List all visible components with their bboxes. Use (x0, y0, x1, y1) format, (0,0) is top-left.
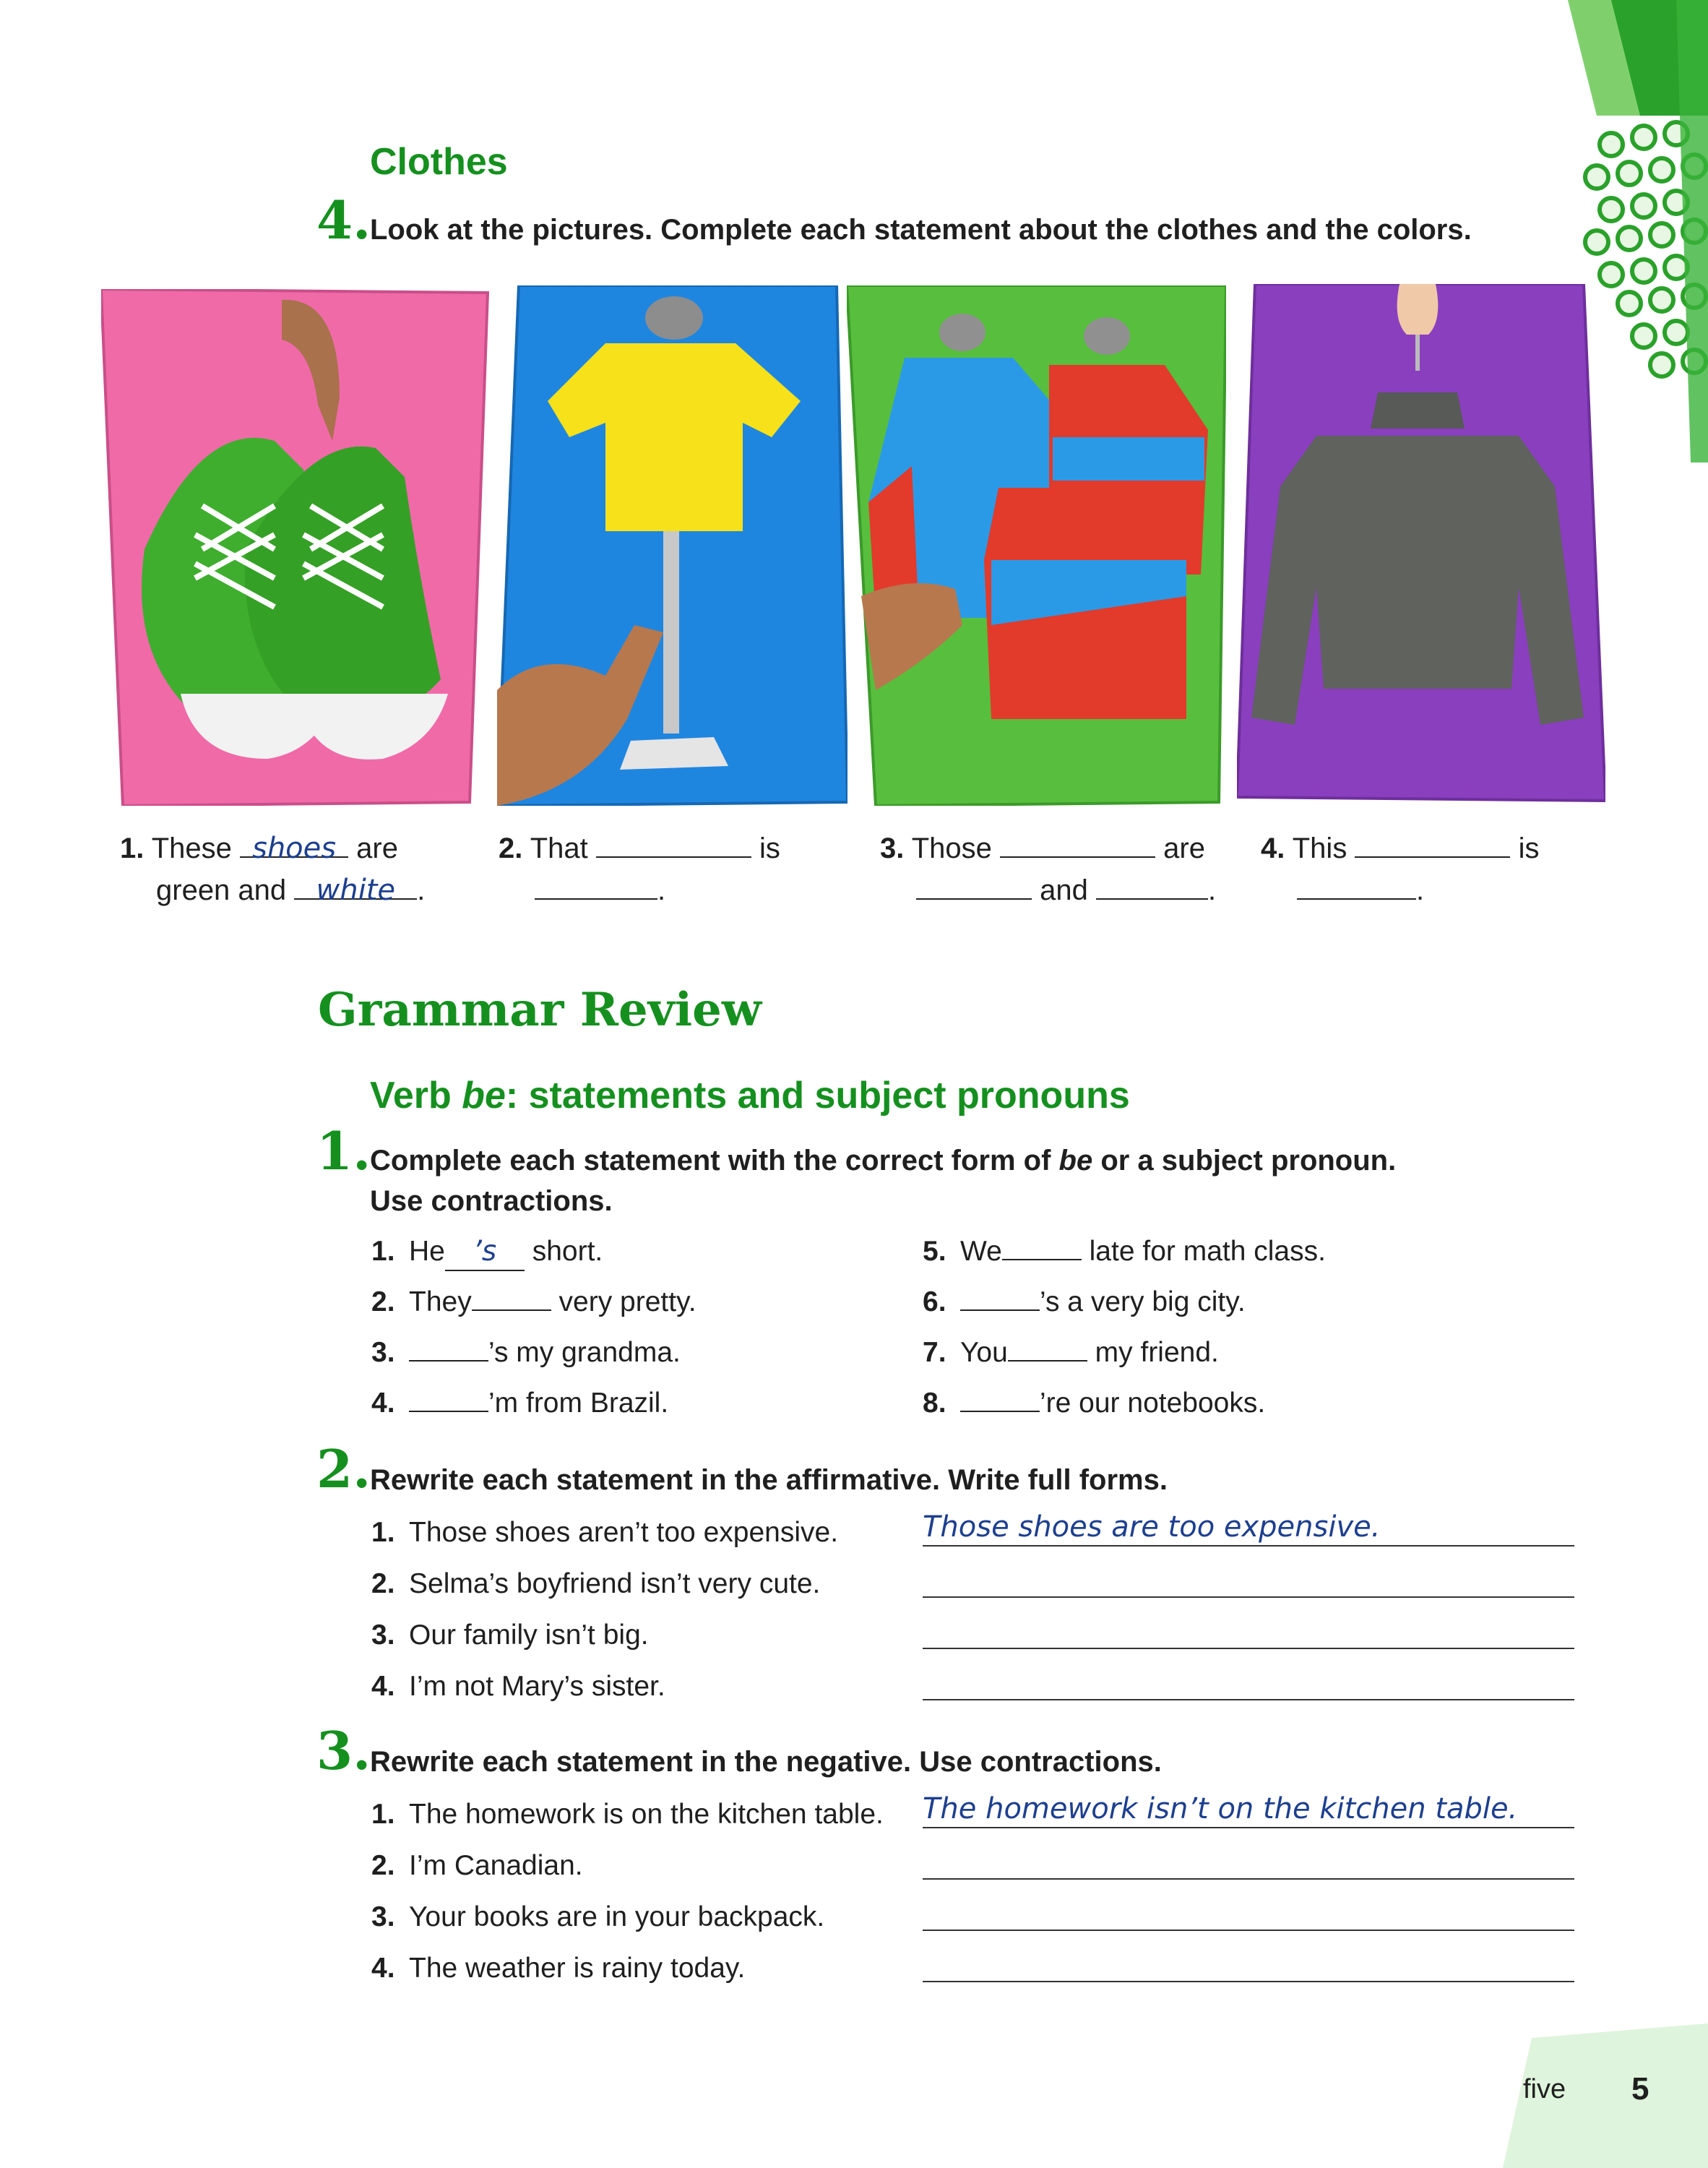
item-text: The homework is on the kitchen table. (409, 1799, 884, 1830)
answer-line[interactable]: The homework isn’t on the kitchen table. (923, 1792, 1574, 1828)
exercise-number: 2. (316, 1438, 371, 1500)
answer-blank[interactable] (596, 827, 751, 858)
list-item (371, 1515, 838, 1566)
answer-blank[interactable] (1008, 1360, 1087, 1362)
item-text: I’m not Mary’s sister. (409, 1671, 665, 1702)
item-number: 3. (371, 1337, 395, 1368)
answer-blank[interactable] (1297, 869, 1416, 900)
item-number: 2. (371, 1568, 395, 1599)
item-number: 1. (371, 1799, 395, 1830)
item-text: my friend. (1095, 1337, 1219, 1368)
answer-blank[interactable] (409, 1411, 488, 1412)
list-item (371, 1566, 838, 1617)
list-item (371, 1950, 884, 2002)
answer-line[interactable]: Those shoes are too expensive. (923, 1510, 1574, 1547)
answer-blank[interactable]: ’s (445, 1234, 525, 1271)
item-text: Your books are in your backpack. (409, 1901, 825, 1932)
list-item (371, 1385, 696, 1436)
item-number: 7. (923, 1337, 946, 1368)
caption-number: 4. (1261, 833, 1285, 864)
item-text: ’re our notebooks. (1040, 1388, 1266, 1419)
caption-number: 2. (499, 833, 523, 864)
item-number: 1. (371, 1517, 395, 1548)
caption-text: and (1040, 874, 1088, 906)
section-title-clothes: Clothes (370, 141, 508, 183)
list-item (923, 1335, 1326, 1385)
answer-blank[interactable] (960, 1411, 1040, 1412)
item-text: ’s my grandma. (488, 1337, 681, 1368)
caption-text: is (759, 833, 780, 864)
item-text: ’m from Brazil. (488, 1388, 669, 1419)
answer-blank[interactable] (1002, 1259, 1082, 1260)
item-text: We (960, 1236, 1002, 1267)
caption-period: . (417, 874, 426, 906)
item-text: Those shoes aren’t too expensive. (409, 1517, 839, 1548)
item-text: You (960, 1337, 1008, 1368)
page-word: five (1523, 2074, 1566, 2104)
list-item (923, 1385, 1326, 1436)
ex2-list (371, 1515, 838, 1720)
caption-1 (120, 827, 438, 911)
item-text: Selma’s boyfriend isn’t very cute. (409, 1568, 821, 1599)
instruction-em: be (1058, 1145, 1093, 1177)
answer-blank[interactable] (409, 1360, 488, 1362)
list-item (923, 1234, 1326, 1284)
instruction-text: Use contractions. (370, 1185, 613, 1217)
caption-text: Those (911, 833, 992, 864)
ex3-list (371, 1797, 884, 2002)
item-text: He (409, 1236, 445, 1267)
list-item (371, 1899, 884, 1950)
answer-blank[interactable] (1096, 869, 1208, 900)
photo-green-shoes (101, 289, 491, 806)
caption-number: 1. (120, 833, 145, 864)
item-text: They (409, 1286, 472, 1317)
caption-text: green and (156, 874, 287, 906)
list-item (923, 1284, 1326, 1335)
caption-3 (880, 827, 1220, 911)
item-number: 3. (371, 1901, 395, 1932)
exercise-number: 4. (316, 189, 371, 251)
photo-gray-sweater (1237, 284, 1605, 803)
photo-jackets (847, 285, 1226, 806)
caption-text: That (530, 833, 588, 864)
item-number: 4. (371, 1671, 395, 1702)
exercise-number: 3. (316, 1720, 371, 1781)
item-number: 6. (923, 1286, 946, 1317)
caption-text: are (1163, 833, 1205, 864)
answer-blank[interactable]: shoes (240, 827, 348, 858)
exercise-instruction: Rewrite each statement in the affirmative. Write full forms. (370, 1464, 1168, 1496)
item-number: 8. (923, 1388, 946, 1419)
item-number: 2. (371, 1286, 395, 1317)
answer-blank[interactable] (960, 1309, 1040, 1311)
instruction-text: Complete each statement with the correct form of (370, 1145, 1059, 1177)
subtitle-text: Verb (370, 1075, 462, 1117)
answer-line[interactable] (923, 1844, 1574, 1880)
grammar-review-title: Grammar Review (318, 983, 762, 1037)
grammar-subtitle (370, 1074, 1130, 1117)
ex1-left-list (371, 1234, 696, 1436)
caption-4 (1261, 827, 1579, 911)
item-text: ’s a very big city. (1040, 1286, 1246, 1317)
list-item (371, 1797, 884, 1848)
page-number: 5 (1631, 2071, 1649, 2107)
answer-line[interactable] (923, 1664, 1574, 1700)
item-number: 3. (371, 1619, 395, 1651)
list-item (371, 1617, 838, 1669)
caption-period: . (657, 874, 666, 906)
caption-text: These (151, 833, 232, 864)
instruction-text: or a subject pronoun. (1092, 1145, 1397, 1177)
photo-yellow-shirt (497, 285, 847, 806)
caption-period: . (1208, 874, 1217, 906)
item-text: very pretty. (558, 1286, 696, 1317)
answer-blank[interactable] (535, 869, 657, 900)
item-number: 4. (371, 1388, 395, 1419)
list-item (371, 1284, 696, 1335)
list-item (371, 1848, 884, 1899)
list-item (371, 1335, 696, 1385)
caption-number: 3. (880, 833, 905, 864)
subtitle-text: : statements and subject pronouns (505, 1075, 1130, 1117)
answer-blank[interactable] (1355, 827, 1510, 858)
caption-period: . (1416, 874, 1425, 906)
exercise-instruction: Look at the pictures. Complete each statement about the clothes and the colors. (370, 214, 1472, 246)
answer-line[interactable] (923, 1946, 1574, 1982)
exercise-instruction (370, 1140, 1598, 1221)
caption-2 (499, 827, 816, 911)
answer-line[interactable] (923, 1895, 1574, 1931)
item-text: Our family isn’t big. (409, 1619, 649, 1651)
answer-blank[interactable]: white (294, 869, 417, 900)
item-number: 2. (371, 1850, 395, 1881)
exercise-number: 1. (316, 1120, 371, 1182)
ex1-right-list (923, 1234, 1326, 1436)
item-text: late for math class. (1089, 1236, 1326, 1267)
caption-text: are (356, 833, 398, 864)
list-item (371, 1234, 696, 1284)
answer-blank[interactable] (1000, 827, 1155, 858)
caption-text: This (1292, 833, 1347, 864)
caption-text: is (1518, 833, 1540, 864)
item-text: I’m Canadian. (409, 1850, 583, 1881)
item-number: 5. (923, 1236, 946, 1267)
answer-line[interactable] (923, 1562, 1574, 1598)
item-number: 4. (371, 1953, 395, 1984)
item-text: short. (532, 1236, 603, 1267)
item-number: 1. (371, 1236, 395, 1267)
subtitle-em: be (462, 1075, 506, 1117)
answer-blank[interactable] (916, 869, 1032, 900)
list-item (371, 1669, 838, 1720)
answer-blank[interactable] (472, 1309, 551, 1311)
item-text: The weather is rainy today. (409, 1953, 746, 1984)
answer-line[interactable] (923, 1613, 1574, 1649)
exercise-instruction: Rewrite each statement in the negative. Use contractions. (370, 1746, 1162, 1778)
